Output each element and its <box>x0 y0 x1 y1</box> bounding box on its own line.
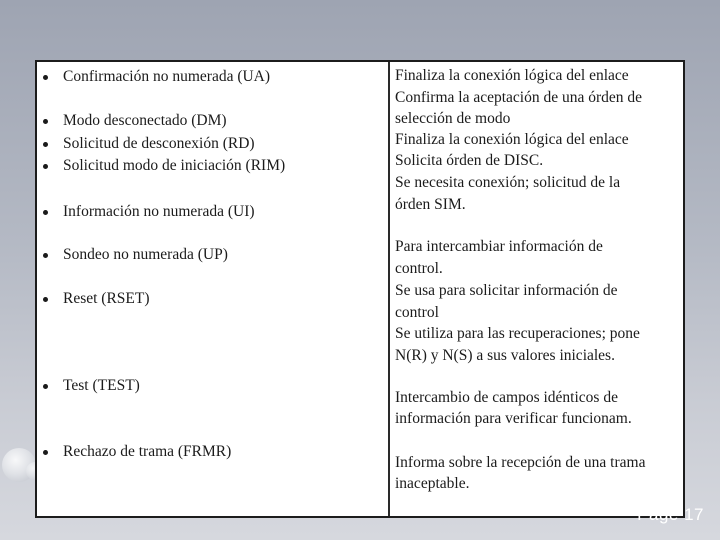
description-line: N(R) y N(S) a sus valores iniciales. <box>395 347 615 364</box>
description-line: control <box>395 304 439 321</box>
frame-type-label: Sondeo no numerada (UP) <box>63 246 228 263</box>
frame-type-label: Test (TEST) <box>63 377 140 394</box>
list-item <box>63 67 270 87</box>
description-line: Solicita órden de DISC. <box>395 152 544 169</box>
description-line: Finaliza la conexión lógica del enlace <box>395 131 629 148</box>
description-line: Para intercambiar información de <box>395 238 603 255</box>
description-line: Confirma la aceptación de una órden de <box>395 89 643 106</box>
bullet-icon <box>43 450 48 455</box>
frame-type-label: Reset (RSET) <box>63 290 150 307</box>
description-line: Finaliza la conexión lógica del enlace <box>395 67 629 84</box>
bullet-icon <box>43 75 48 80</box>
list-item <box>63 156 285 176</box>
description-line: información para verificar funcionam. <box>395 410 632 427</box>
list-item <box>63 442 231 462</box>
list-item <box>63 202 255 222</box>
description-line: Informa sobre la recepción de una trama <box>395 454 646 471</box>
bullet-icon <box>43 142 48 147</box>
description-line: selección de modo <box>395 110 511 127</box>
list-item <box>63 376 140 396</box>
frame-types-table <box>35 60 685 518</box>
page-number: Page 17 <box>637 505 704 524</box>
frame-type-label: Solicitud modo de iniciación (RIM) <box>63 157 286 174</box>
frame-type-label: Información no numerada (UI) <box>63 203 255 220</box>
bullet-icon <box>43 164 48 169</box>
bullet-icon <box>43 119 48 124</box>
description-column <box>395 62 681 516</box>
frame-type-list <box>37 62 387 516</box>
description-line: Intercambio de campos idénticos de <box>395 389 618 406</box>
list-item <box>63 245 228 265</box>
description-line: órden SIM. <box>395 196 466 213</box>
description-line: Se utiliza para las recuperaciones; pone <box>395 325 640 342</box>
list-item <box>63 289 150 309</box>
bullet-icon <box>43 384 48 389</box>
description-line: Se usa para solicitar información de <box>395 282 618 299</box>
description-line: control. <box>395 260 443 277</box>
list-item <box>63 111 227 131</box>
frame-type-label: Confirmación no numerada (UA) <box>63 68 271 85</box>
bullet-icon <box>43 253 48 258</box>
bullet-icon <box>43 210 48 215</box>
bullet-icon <box>43 297 48 302</box>
description-line: inaceptable. <box>395 475 470 492</box>
frame-type-label: Rechazo de trama (FRMR) <box>63 443 232 460</box>
frame-type-label: Modo desconectado (DM) <box>63 112 227 129</box>
column-divider <box>388 62 390 516</box>
description-line: Se necesita conexión; solicitud de la <box>395 174 621 191</box>
frame-type-label: Solicitud de desconexión (RD) <box>63 135 255 152</box>
list-item <box>63 134 255 154</box>
